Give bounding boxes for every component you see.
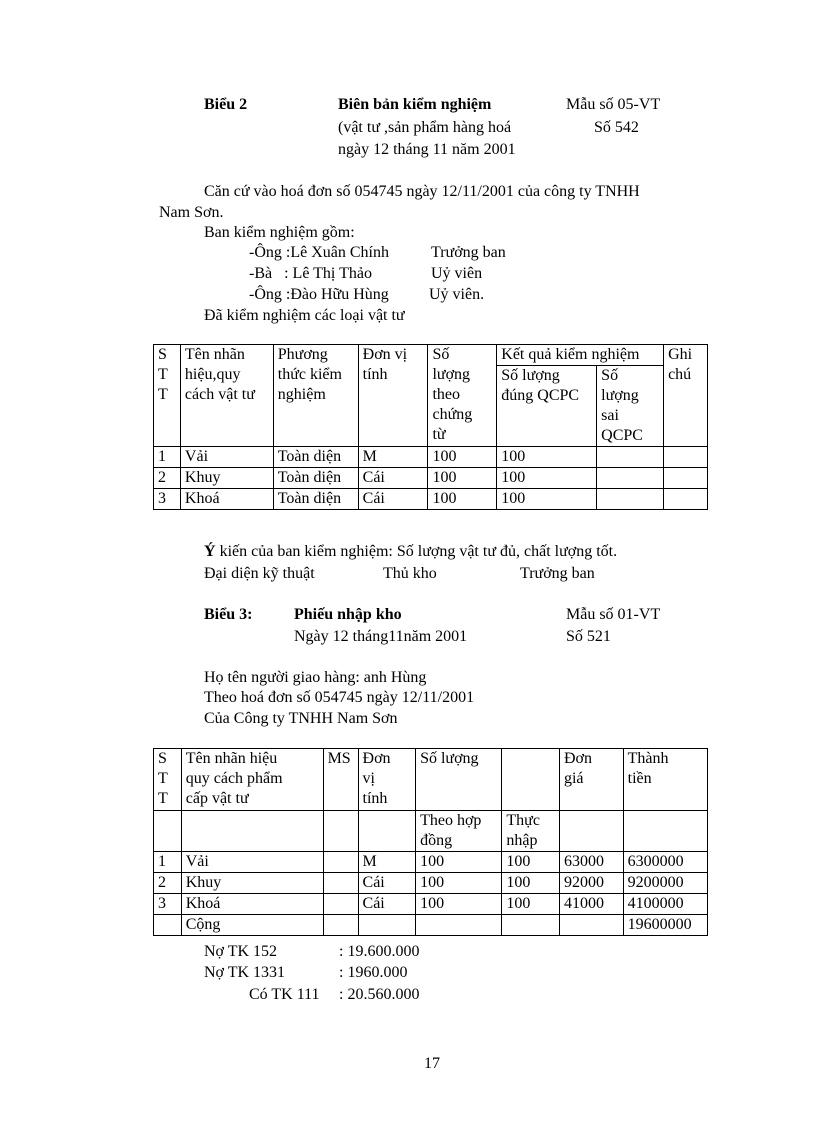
header-contract: Theo hợp đồng (416, 811, 502, 852)
sig-tech: Đại diện kỹ thuật (204, 565, 315, 582)
table-row: 1 Vải M 100 100 63000 6300000 (154, 852, 708, 873)
header-name: Tên nhãn hiệu quy cách phẩm cấp vật tư (181, 749, 323, 811)
table-row: 3 Khoá Toàn diện Cái 100 100 (154, 489, 708, 510)
total-amount: 19600000 (623, 915, 707, 936)
header-qty-doc: Số lượng theo chứng từ (428, 345, 497, 447)
member-name: -Bà : Lê Thị Thảo (249, 265, 372, 282)
bieu2-title: Biên bản kiểm nghiệm (338, 96, 492, 113)
committee-intro: Ban kiểm nghiệm gồm: (204, 224, 355, 241)
table-row: 2 Khuy Cái 100 100 92000 9200000 (154, 873, 708, 894)
bieu2-subtitle: (vật tư ,sản phẩm hàng hoá (338, 119, 512, 136)
company: Của Công ty TNHH Nam Sơn (204, 710, 398, 727)
header-price: Đơn giá (559, 749, 623, 811)
header-ok: Số lượng đúng QCPC (497, 366, 597, 447)
total-label: Cộng (181, 915, 323, 936)
entry-account: Nợ TK 1331 (204, 964, 286, 981)
header-ms: MS (323, 749, 358, 811)
table-header-row (154, 345, 708, 366)
table-subheader-row (154, 811, 708, 852)
bieu2-date: ngày 12 tháng 11 năm 2001 (338, 141, 516, 158)
member-name: -Ông :Lê Xuân Chính (249, 244, 389, 261)
member-role: Trưởng ban (431, 244, 506, 261)
header-name: Tên nhãn hiệu,quy cách vật tư (180, 345, 273, 447)
checked-intro: Đã kiểm nghiệm các loại vật tư (204, 307, 405, 324)
header-amount: Thành tiền (623, 749, 707, 811)
bieu3-form-no: Mẫu số 01-VT (566, 606, 661, 623)
header-qty: Số lượng (416, 749, 502, 811)
header-bad: Số lượng sai QCPC (597, 366, 664, 447)
entry-value: : 1960.000 (339, 964, 408, 981)
bieu2-form-no: Mẫu số 05-VT (566, 96, 661, 113)
table-row: 1 Vải Toàn diện M 100 100 (154, 447, 708, 468)
header-method: Phương thức kiểm nghiệm (273, 345, 358, 447)
entry-value: : 19.600.000 (339, 943, 420, 960)
table-header-row (154, 749, 708, 811)
bieu3-title: Phiếu nhập kho (294, 606, 402, 623)
table-total-row (154, 915, 708, 936)
basis-line-1: Căn cứ vào hoá đơn số 054745 ngày 12/11/2001 của công ty TNHH (204, 183, 640, 200)
header-unit: Đơn vị tính (358, 749, 416, 811)
deliverer: Họ tên người giao hàng: anh Hùng (204, 669, 427, 686)
invoice-ref: Theo hoá đơn số 054745 ngày 12/11/2001 (204, 689, 475, 706)
basis-line-2: Nam Sơn. (159, 204, 224, 221)
entry-value: : 20.560.000 (339, 986, 420, 1003)
header-stt: S T T (154, 345, 181, 447)
table-row: 2 Khuy Toàn diện Cái 100 100 (154, 468, 708, 489)
header-result: Kết quả kiểm nghiệm (497, 345, 664, 366)
page-number: 17 (424, 1055, 440, 1072)
receipt-table (153, 748, 708, 936)
entry-account: Nợ TK 152 (204, 943, 278, 960)
sig-head: Trưởng ban (520, 565, 595, 582)
bieu3-date: Ngày 12 tháng11năm 2001 (294, 628, 468, 645)
table-row: 3 Khoá Cái 100 100 41000 4100000 (154, 894, 708, 915)
bieu2-label: Biểu 2 (204, 96, 248, 113)
committee-opinion: Ý kiến của ban kiểm nghiệm: Số lượng vật tư đủ, chất lượng tốt. (204, 543, 618, 560)
entry-account: Có TK 111 (249, 986, 320, 1003)
sig-store: Thủ kho (383, 565, 437, 582)
header-stt: S T T (154, 749, 182, 811)
member-name: -Ông :Đào Hữu Hùng (249, 286, 389, 303)
bieu3-number: Số 521 (566, 628, 611, 645)
member-role: Uỷ viên. (429, 286, 485, 303)
header-note: Ghi chú (664, 345, 708, 447)
bieu3-label: Biểu 3: (204, 606, 253, 623)
inspection-table (153, 344, 708, 510)
header-unit: Đơn vị tính (358, 345, 428, 447)
member-role: Uỷ viên (431, 265, 483, 282)
bieu2-number: Số 542 (594, 119, 639, 136)
header-actual: Thực nhập (502, 811, 560, 852)
